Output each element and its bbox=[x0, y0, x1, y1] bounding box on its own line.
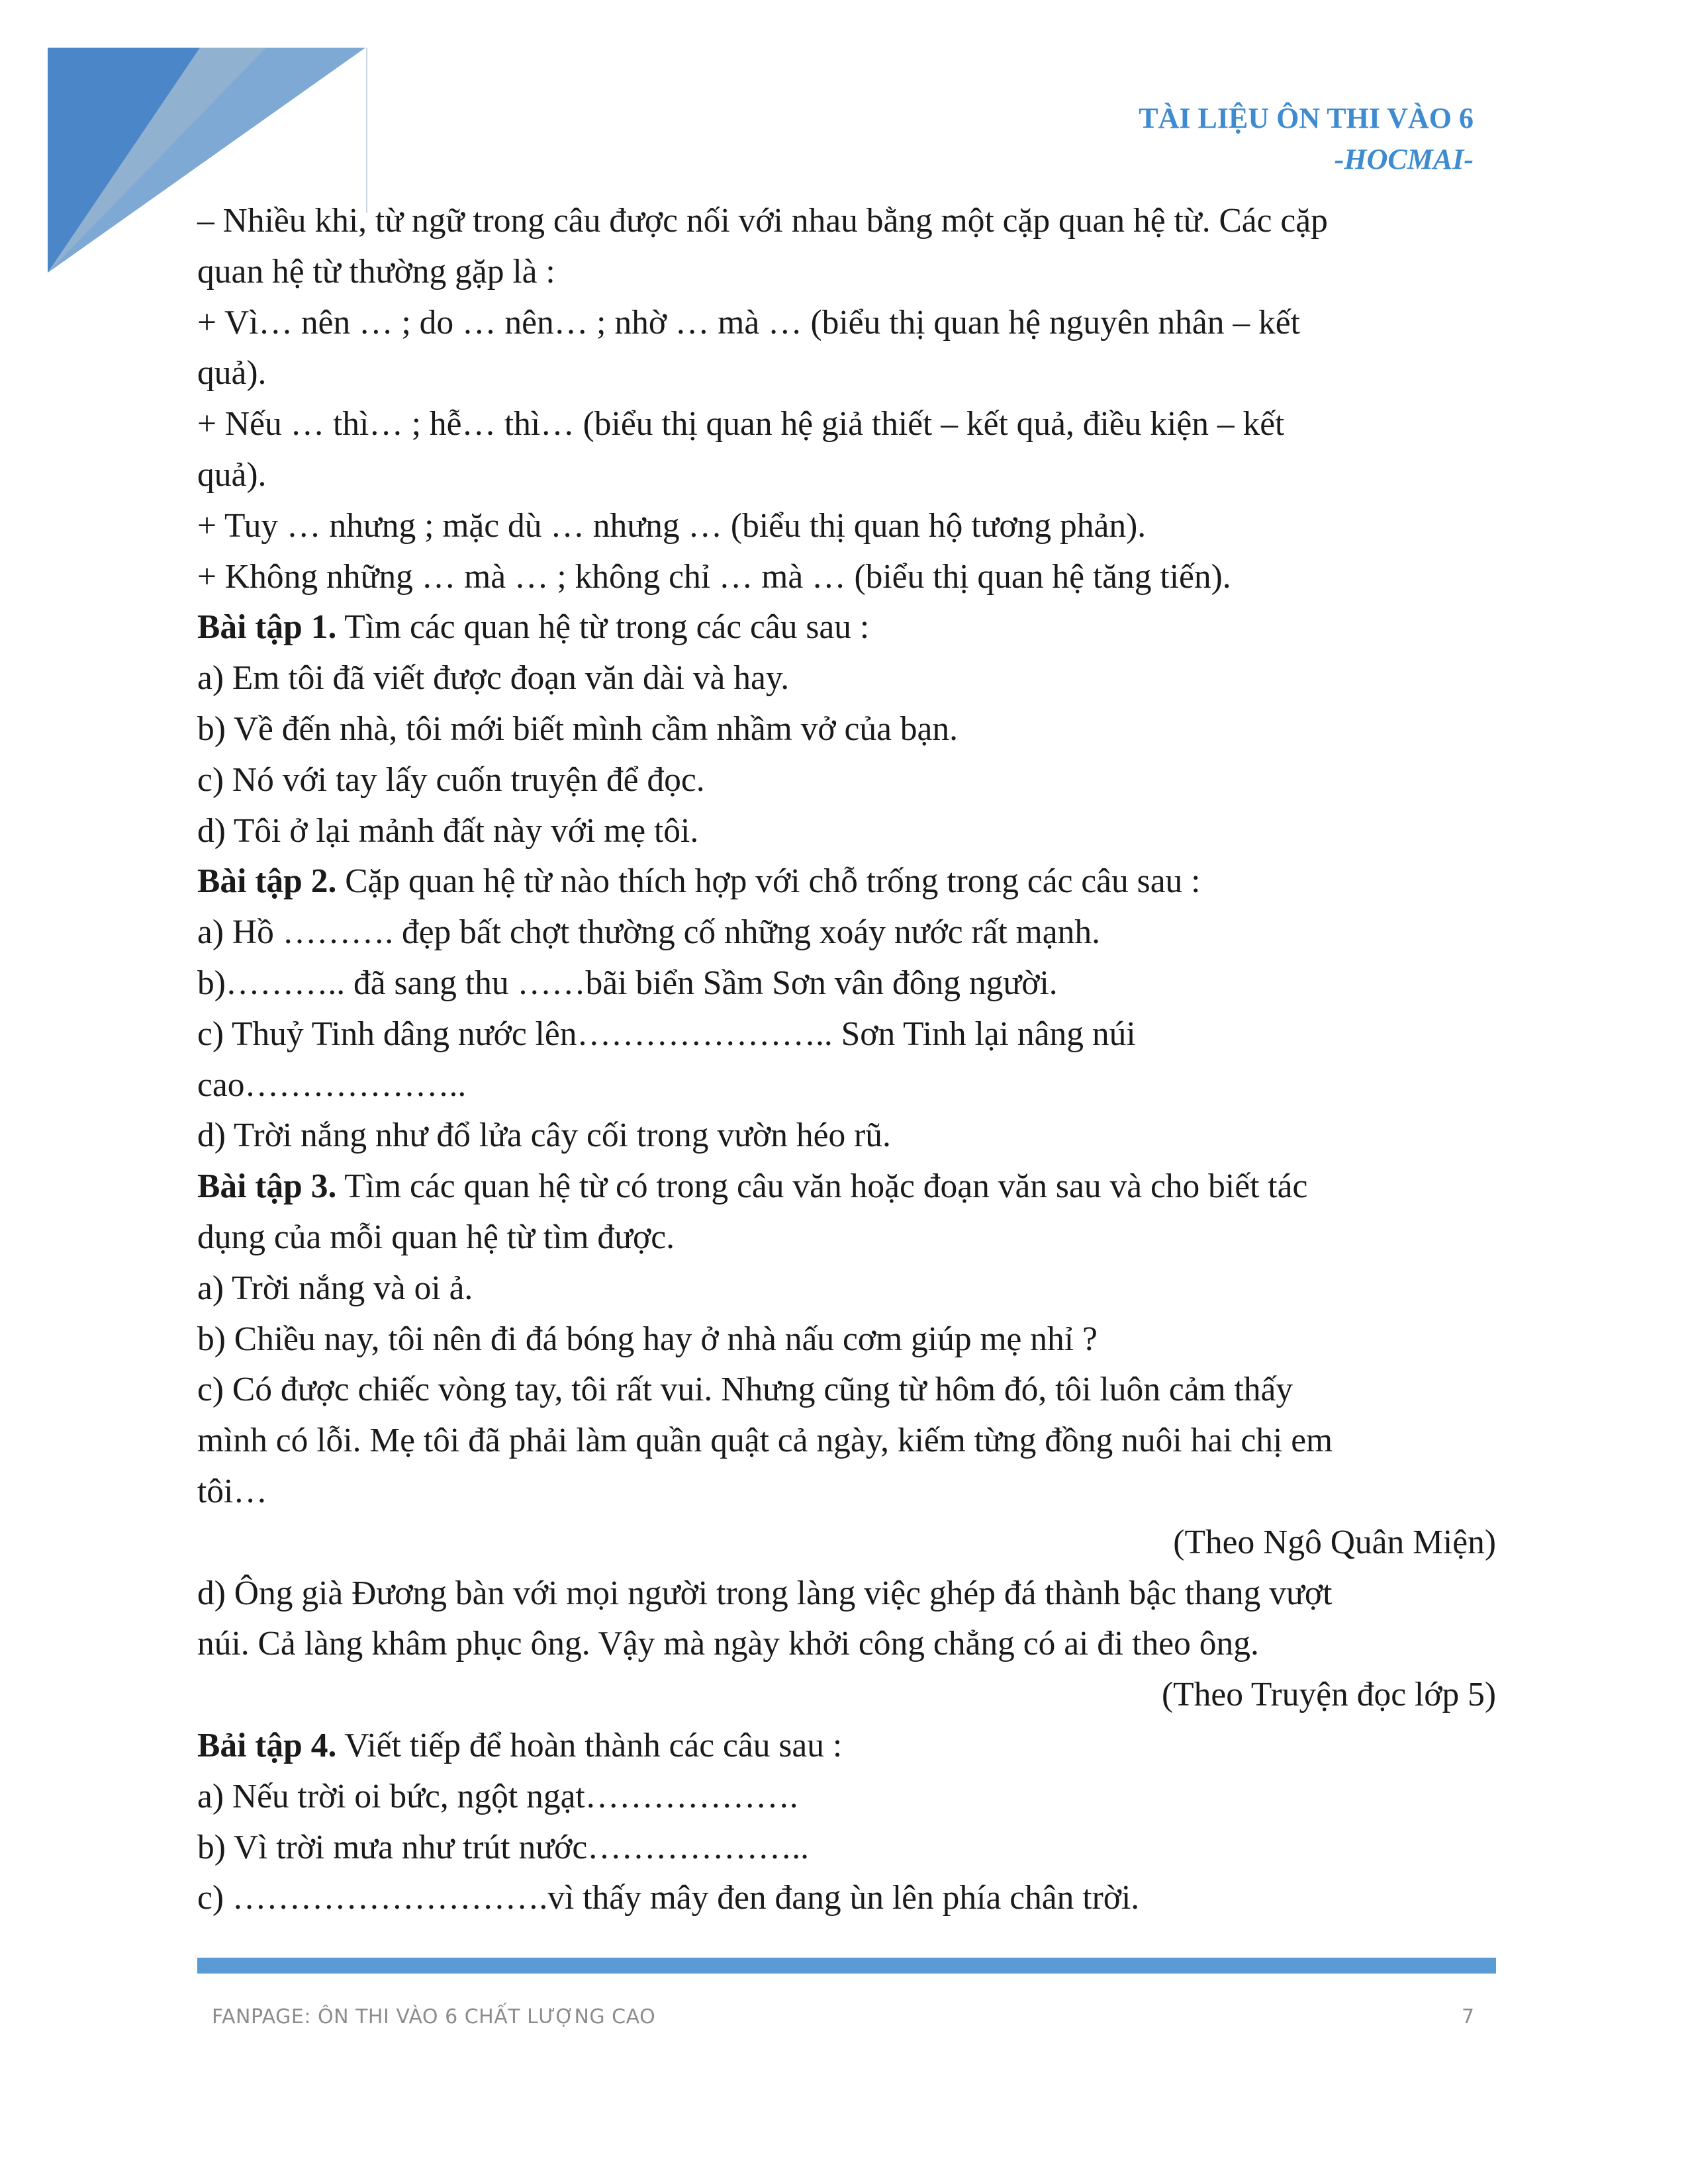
exercise-item: b) Vì trời mưa như trút nước……………….. bbox=[197, 1828, 809, 1866]
pair-line: + Không những … mà … ; không chỉ … mà … (biểu thị quan hệ tăng tiến). bbox=[197, 557, 1231, 596]
exercise-item: tôi… bbox=[197, 1472, 267, 1510]
exercise-item: d) Tôi ở lại mảnh đất này với mẹ tôi. bbox=[197, 811, 699, 850]
exercise-4-prompt: Viết tiếp để hoàn thành các câu sau : bbox=[336, 1726, 843, 1764]
footer-rule bbox=[197, 1958, 1496, 1974]
exercise-item: c) Nó với tay lấy cuốn truyện để đọc. bbox=[197, 760, 705, 799]
exercise-item: a) Nếu trời oi bức, ngột ngạt………………. bbox=[197, 1777, 798, 1815]
exercise-2-heading bbox=[197, 856, 1496, 907]
citation: (Theo Truyện đọc lớp 5) bbox=[1162, 1676, 1496, 1714]
exercise-1-prompt: Tìm các quan hệ từ trong các câu sau : bbox=[336, 608, 870, 647]
exercise-item: a) Trời nắng và oi ả. bbox=[197, 1269, 473, 1307]
intro-line: – Nhiều khi, từ ngữ trong câu được nối với nhau bằng một cặp quan hệ từ. Các cặp bbox=[197, 202, 1328, 240]
exercise-2-label: Bài tập 2. bbox=[197, 862, 337, 901]
exercise-item: c) ……………………….vì thấy mây đen đang ùn lên phía chân trời. bbox=[197, 1879, 1140, 1917]
exercise-item: c) Có được chiếc vòng tay, tôi rất vui. Nhưng cũng từ hôm đó, tôi luôn cảm thấy bbox=[197, 1371, 1293, 1409]
exercise-item: d) Trời nắng như đổ lửa cây cối trong vườn héo rũ. bbox=[197, 1116, 891, 1155]
exercise-item: mình có lỗi. Mẹ tôi đã phải làm quần quật cả ngày, kiếm từng đồng nuôi hai chị em bbox=[197, 1422, 1333, 1460]
pair-line: + Nếu … thì… ; hễ… thì… (biểu thị quan hệ giả thiết – kết quả, điều kiện – kết bbox=[197, 405, 1285, 443]
intro-line: quan hệ từ thường gặp là : bbox=[197, 252, 555, 291]
footer-fanpage: FANPAGE: ÔN THI VÀO 6 CHẤT LƯỢNG CAO bbox=[212, 2005, 656, 2028]
page-number: 7 bbox=[1462, 2005, 1475, 2028]
exercise-3-prompt: Tìm các quan hệ từ có trong câu văn hoặc đoạn văn sau và cho biết tác bbox=[336, 1167, 1308, 1206]
exercise-4-label: Bải tập 4. bbox=[197, 1726, 337, 1764]
exercise-item: núi. Cả làng khâm phục ông. Vậy mà ngày khởi công chẳng có ai đi theo ông. bbox=[197, 1625, 1259, 1663]
pair-line: + Tuy … nhưng ; mặc dù … nhưng … (biểu thị quan hộ tương phản). bbox=[197, 506, 1147, 545]
exercise-item: a) Em tôi đã viết được đoạn văn dài và hay. bbox=[197, 659, 790, 698]
exercise-4-heading bbox=[197, 1721, 1496, 1772]
exercise-item: b) Chiều nay, tôi nên đi đá bóng hay ở nhà nấu cơm giúp mẹ nhỉ ? bbox=[197, 1320, 1098, 1358]
exercise-3-label: Bài tập 3. bbox=[197, 1167, 337, 1206]
page-body bbox=[197, 196, 1496, 1924]
exercise-3-prompt-cont: dụng của mỗi quan hệ từ tìm được. bbox=[197, 1218, 675, 1256]
exercise-item: b) Về đến nhà, tôi mới biết mình cầm nhầm vở của bạn. bbox=[197, 709, 959, 748]
citation: (Theo Ngô Quân Miện) bbox=[1173, 1523, 1496, 1561]
document-header bbox=[1139, 98, 1474, 180]
header-title: TÀI LIỆU ÔN THI VÀO 6 bbox=[1139, 102, 1474, 134]
exercise-item: cao……………….. bbox=[197, 1066, 467, 1104]
exercise-1-heading bbox=[197, 602, 1496, 653]
exercise-item: b)……….. đã sang thu ……bãi biển Sầm Sơn vân đông người. bbox=[197, 964, 1058, 1002]
exercise-item: d) Ông già Đương bàn với mọi người trong làng việc ghép đá thành bậc thang vượt bbox=[197, 1574, 1333, 1612]
exercise-item: a) Hồ ………. đẹp bất chợt thường cố những xoáy nước rất mạnh. bbox=[197, 913, 1100, 952]
pair-line: + Vì… nên … ; do … nên… ; nhờ … mà … (biểu thị quan hệ nguyên nhân – kết bbox=[197, 303, 1300, 341]
exercise-1-label: Bài tập 1. bbox=[197, 608, 337, 647]
exercise-item: c) Thuỷ Tinh dâng nước lên………………….. Sơn Tinh lại nâng núi bbox=[197, 1015, 1136, 1053]
pair-line: quả). bbox=[197, 354, 267, 392]
header-subtitle: -HOCMAI- bbox=[1334, 143, 1474, 175]
pair-line: quả). bbox=[197, 455, 267, 494]
exercise-2-prompt: Cặp quan hệ từ nào thích hợp với chỗ trống trong các câu sau : bbox=[336, 862, 1201, 901]
exercise-3-heading bbox=[197, 1161, 1496, 1212]
